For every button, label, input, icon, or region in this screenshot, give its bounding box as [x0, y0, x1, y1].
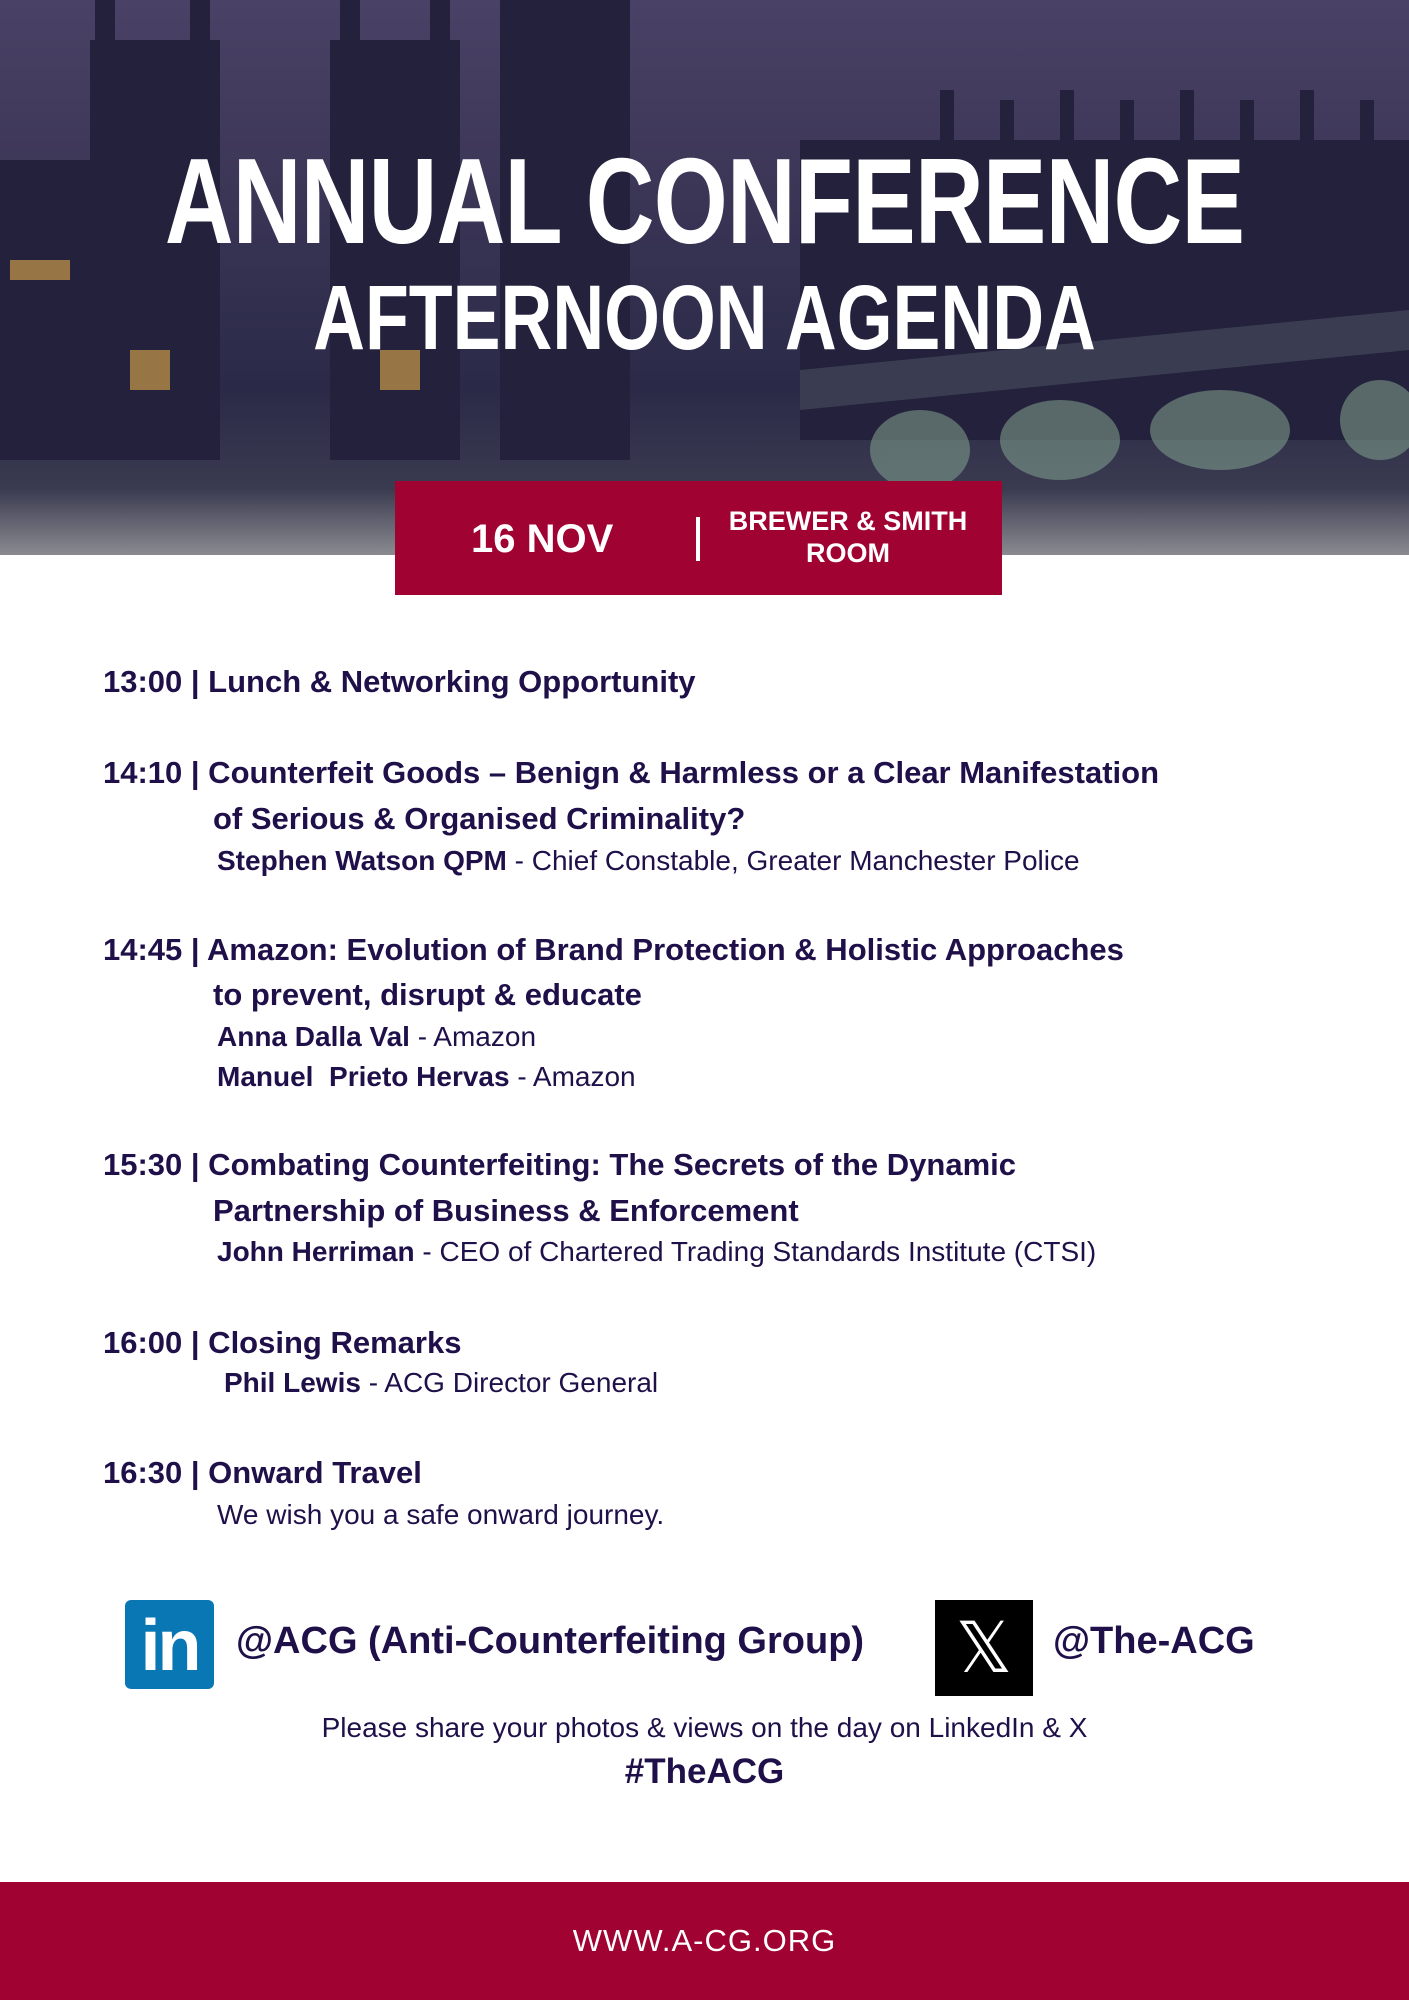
speaker-name: Phil Lewis: [224, 1367, 361, 1398]
speaker: [217, 1063, 636, 1091]
hashtag: #TheACG: [624, 1752, 785, 1791]
footer-website[interactable]: WWW.A-CG.ORG: [0, 1882, 1409, 2000]
x-handle[interactable]: @The-ACG: [1053, 1620, 1255, 1662]
speaker-name: John Herriman: [217, 1236, 415, 1267]
speaker-role: - Amazon: [509, 1061, 636, 1092]
speaker-role: - Amazon: [409, 1021, 537, 1052]
agenda-item-1300: 13:00 | Lunch & Networking Opportunity: [103, 664, 696, 699]
linkedin-icon[interactable]: in: [125, 1600, 214, 1689]
agenda-item-1410: 14:10 | Counterfeit Goods – Benign & Harmless or a Clear Manifestation: [103, 755, 1160, 790]
agenda-note: We wish you a safe onward journey.: [217, 1499, 665, 1530]
speaker: [217, 1023, 536, 1051]
speaker-name: Anna Dalla Val: [217, 1021, 410, 1052]
speaker: [217, 847, 1080, 875]
speaker: [224, 1369, 658, 1397]
linkedin-handle[interactable]: @ACG (Anti-Counterfeiting Group): [236, 1620, 865, 1662]
agenda-item-1530-cont: Partnership of Business & Enforcement: [213, 1193, 799, 1228]
share-text: Please share your photos & views on the day on LinkedIn & X: [321, 1712, 1088, 1743]
hero-banner: [0, 0, 1409, 555]
agenda-subtitle: AFTERNOON AGENDA: [313, 267, 1096, 369]
event-room: BREWER & SMITH ROOM: [728, 506, 968, 568]
conference-title: ANNUAL CONFERENCE: [164, 133, 1245, 269]
speaker-role: - Chief Constable, Greater Manchester Police: [506, 845, 1080, 876]
agenda-item-1530: 15:30 | Combating Counterfeiting: The Secrets of the Dynamic: [103, 1147, 1016, 1182]
x-icon[interactable]: 𝕏: [935, 1600, 1033, 1696]
event-info-banner: [395, 481, 1002, 595]
speaker-role: - CEO of Chartered Trading Standards Institute (CTSI): [414, 1236, 1097, 1267]
speaker-name: Manuel Prieto Hervas: [217, 1061, 510, 1092]
agenda-item-1600: 16:00 | Closing Remarks: [103, 1325, 462, 1360]
speaker: [217, 1238, 1096, 1266]
divider: [696, 517, 700, 561]
agenda-item-1445-cont: to prevent, disrupt & educate: [213, 977, 642, 1012]
agenda-item-1445: 14:45 | Amazon: Evolution of Brand Protection & Holistic Approaches: [103, 932, 1124, 967]
agenda-item-1410-cont: of Serious & Organised Criminality?: [213, 801, 746, 836]
speaker-role: - ACG Director General: [360, 1367, 659, 1398]
agenda-item-1630: 16:30 | Onward Travel: [103, 1455, 422, 1490]
event-date: 16 NOV: [471, 517, 614, 561]
speaker-name: Stephen Watson QPM: [217, 845, 507, 876]
